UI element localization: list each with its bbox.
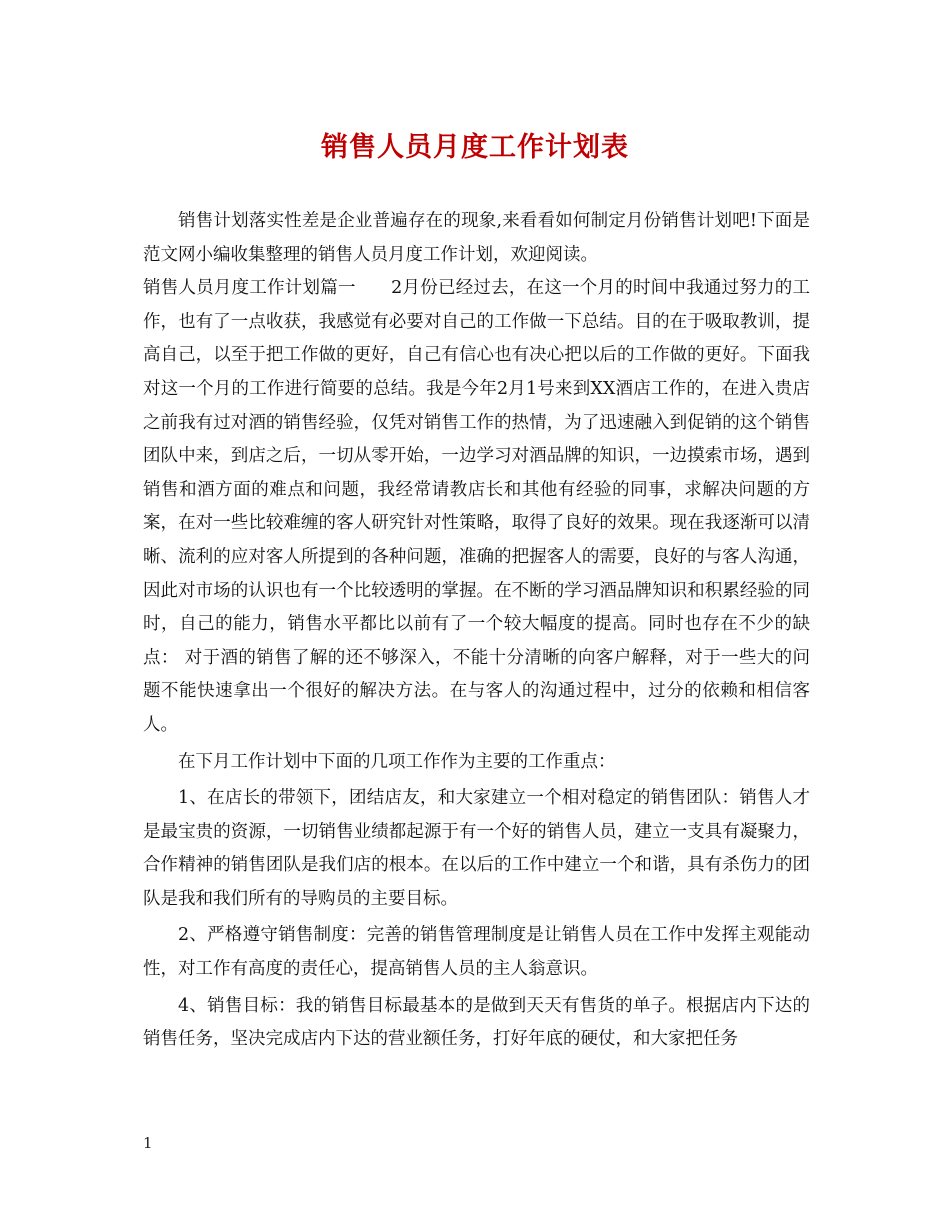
section-one-paragraph: 销售人员月度工作计划篇一 2月份已经过去，在这一个月的时间中我通过努力的工作，也有了一点收获，我感觉有必要对自己的工作做一下总结。目的在于吸取教训，提高自己，以至于把工作做的更好，自己有信心也有决心把以后的工作做的更好。下面我对这一个月的工作进行简要的总结。我是今年2月1号来到XX酒店工作的，在进入贵店之前我有过对酒的销售经验，仅凭对销售工作的热情，为了迅速融入到促销的这个销售团队中来，到店之后，一切从零开始，一边学习对酒品牌的知识，一边摸索市场，遇到销售和酒方面的难点和问题，我经常请教店长和其他有经验的同事，求解决问题的方案，在对一些比较难缠的客人研究针对性策略，取得了良好的效果。现在我逐渐可以清晰、流利的应对客人所提到的各种问题，准确的把握客人的需要，良好的与客人沟通，因此对市场的认识也有一个比较透明的掌握。在不断的学习酒品牌知识和积累经验的同时，自己的能力，销售水平都比以前有了一个较大幅度的提高。同时也存在不少的缺点： 对于酒的销售了解的还不够深入，不能十分清晰的向客户解释，对于一些大的问题不能快速拿出一个很好的解决方法。在与客人的沟通过程中，过分的依赖和相信客人。 [143,278,810,735]
plan-item-1-paragraph: 1、在店长的带领下，团结店友，和大家建立一个相对稳定的销售团队：销售人才是最宝贵的资源，一切销售业绩都起源于有一个好的销售人员，建立一支具有凝聚力，合作精神的销售团队是我们店的根本。在以后的工作中建立一个和谐，具有杀伤力的团队是我和我们所有的导购员的主要目标。 [143,788,810,909]
document-body [143,205,810,1057]
intro-paragraph: 销售计划落实性差是企业普遍存在的现象,来看看如何制定月份销售计划吧!下面是范文网小编收集整理的销售人员月度工作计划，欢迎阅读。 [143,211,810,265]
plan-intro-paragraph: 在下月工作计划中下面的几项工作作为主要的工作重点： [178,751,616,772]
plan-item-4-paragraph: 4、销售目标：我的销售目标最基本的是做到天天有售货的单子。根据店内下达的销售任务，坚决完成店内下达的营业额任务，打好年底的硬仗，和大家把任务 [143,995,810,1050]
document-title: 销售人员月度工作计划表 [321,132,629,163]
page-number: 1 [143,1134,153,1152]
plan-item-2-paragraph: 2、严格遵守销售制度：完善的销售管理制度是让销售人员在工作中发挥主观能动性，对工作有高度的责任心，提高销售人员的主人翁意识。 [143,925,810,980]
